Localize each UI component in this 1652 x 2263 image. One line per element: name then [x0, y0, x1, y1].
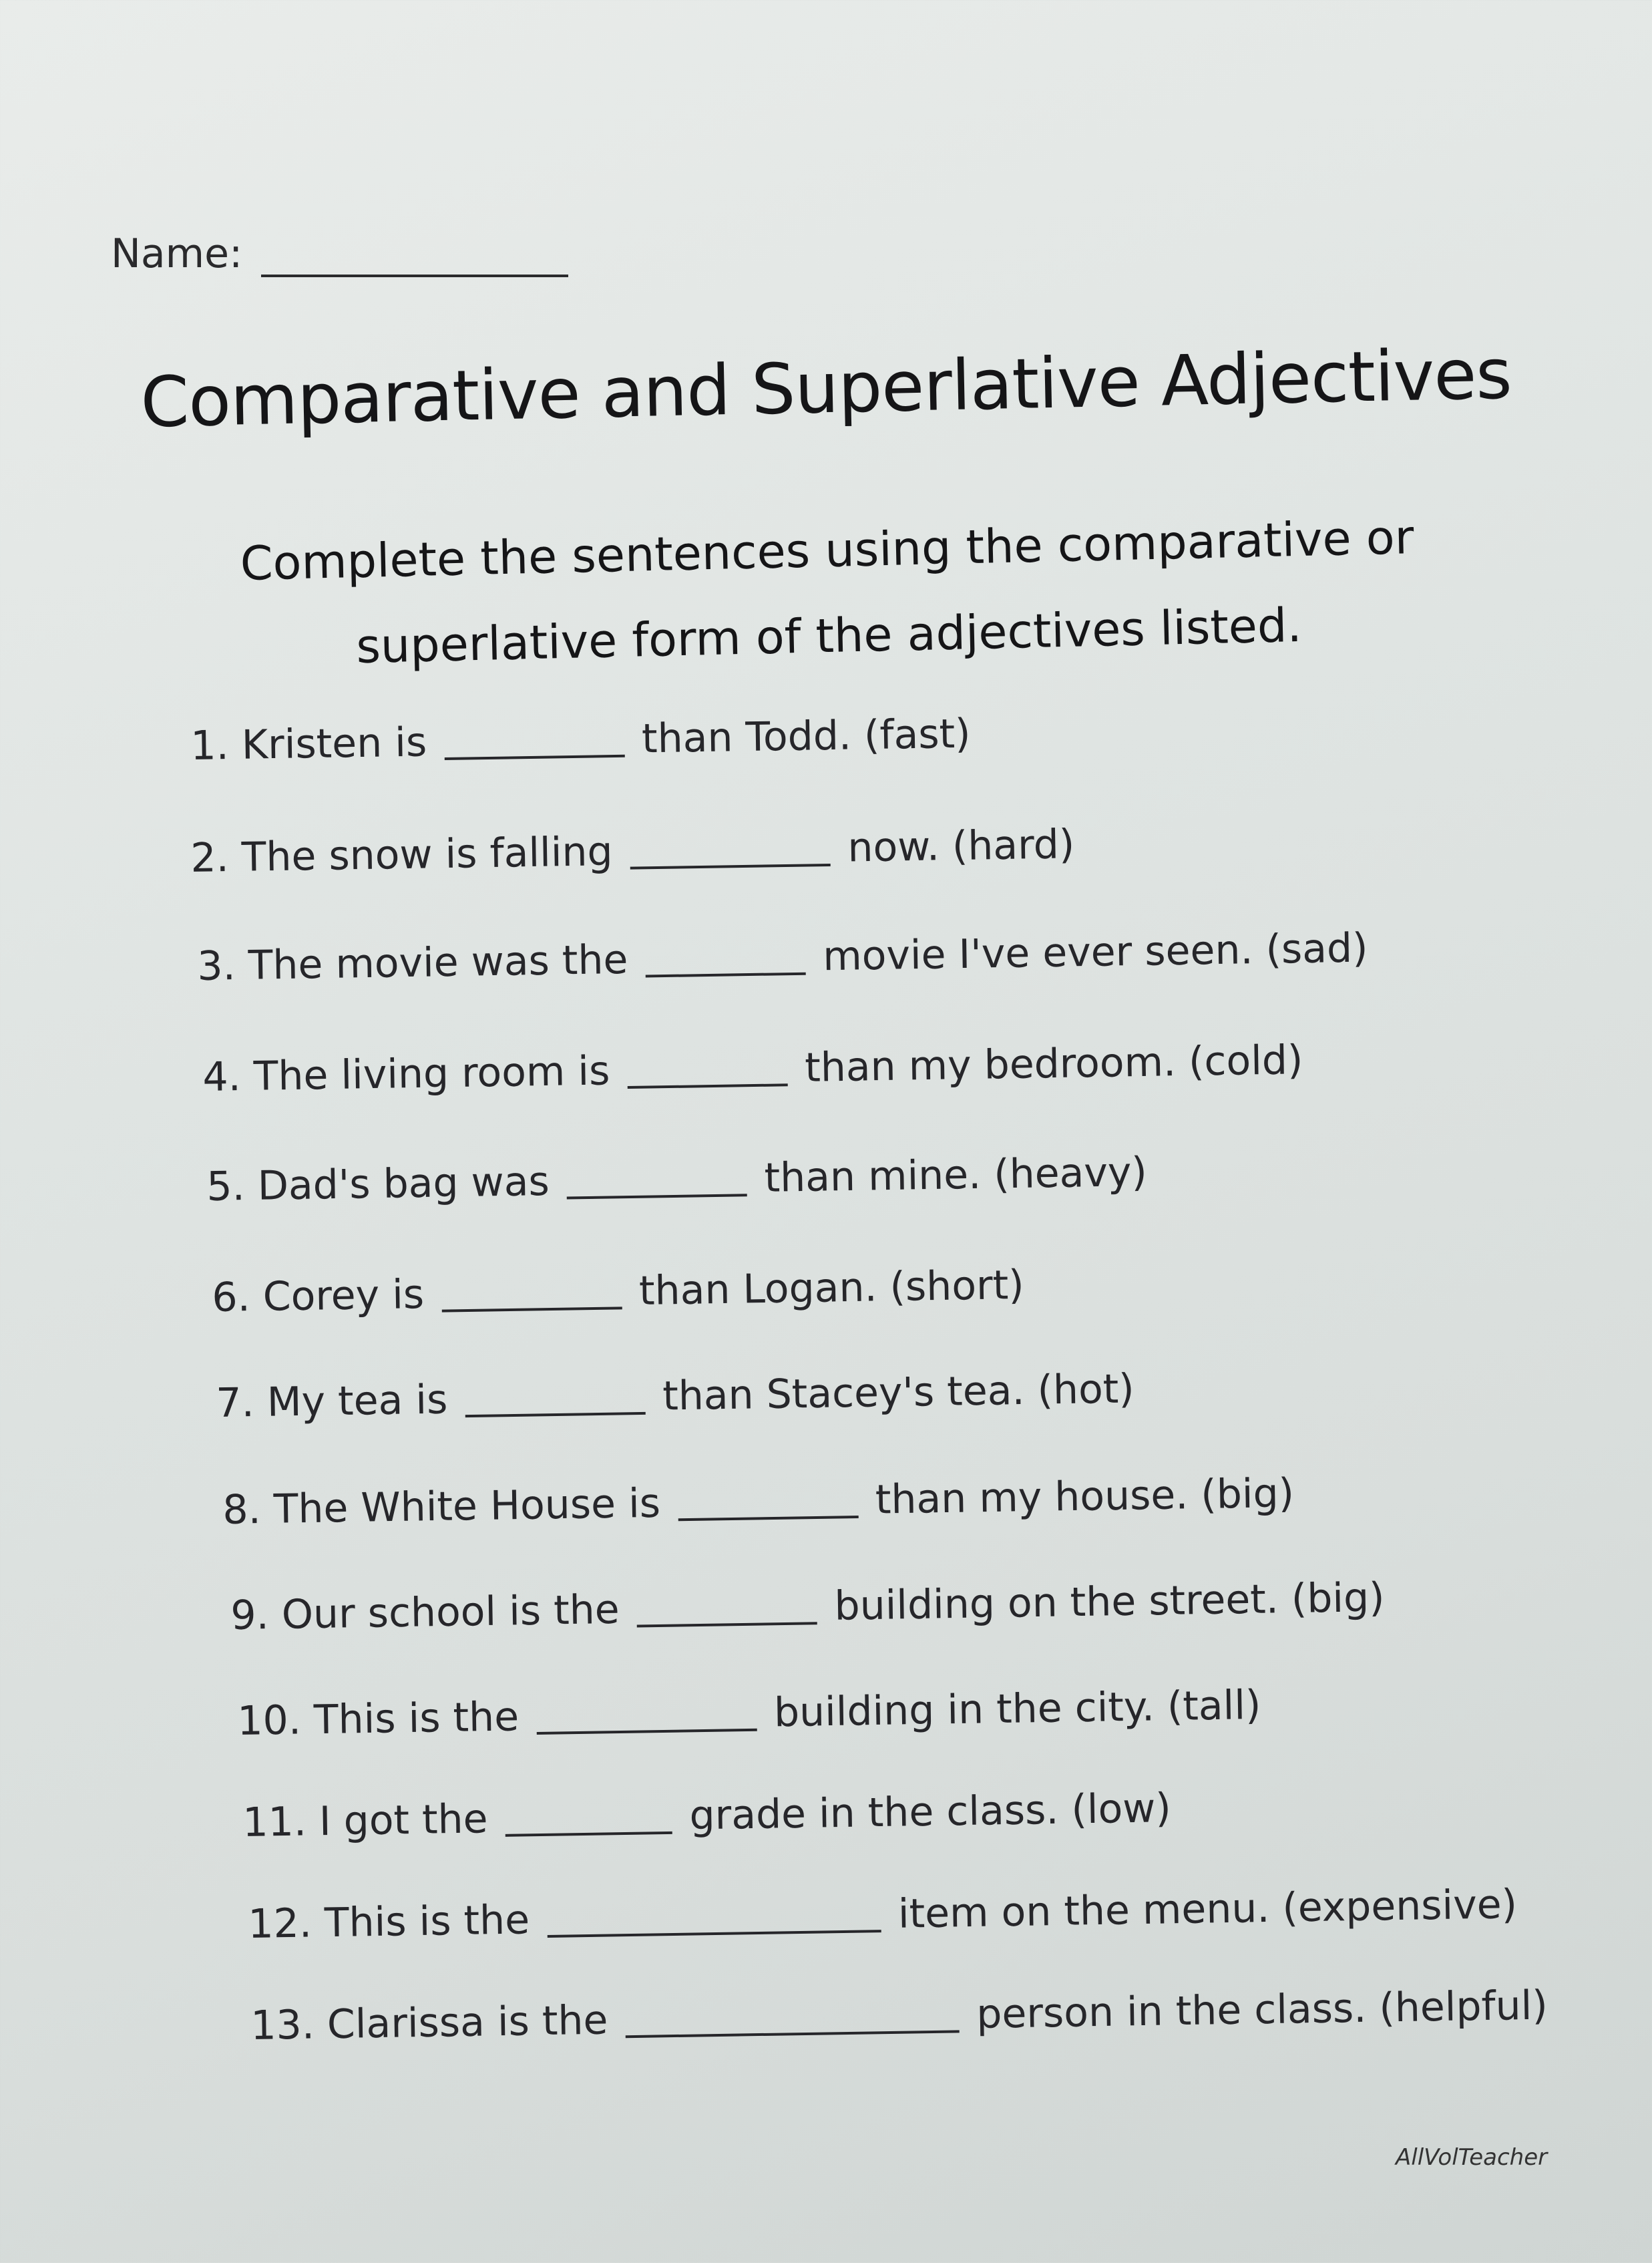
worksheet-title: Comparative and Superlative Adjectives [140, 333, 1512, 444]
question-text-after: item on the menu. (expensive) [897, 1881, 1518, 1938]
question-number: 13. [250, 2001, 315, 2049]
question-7 [216, 1365, 1134, 1427]
question-text-after: than my bedroom. (cold) [804, 1037, 1303, 1091]
question-number: 10. [236, 1697, 302, 1745]
question-number: 11. [242, 1798, 307, 1846]
question-13 [250, 1982, 1548, 2049]
question-text-before: Kristen is [241, 719, 427, 769]
question-number: 12. [247, 1900, 313, 1948]
question-text-before: My tea is [266, 1376, 448, 1426]
question-text-after: building on the street. (big) [834, 1574, 1386, 1630]
question-text-before: The White House is [273, 1479, 661, 1533]
question-text-after: than Stacey's tea. (hot) [662, 1365, 1135, 1420]
question-text-after: than my house. (big) [875, 1469, 1295, 1524]
question-text-after: than Logan. (short) [638, 1261, 1025, 1315]
answer-blank[interactable] [536, 1705, 757, 1735]
question-3 [197, 924, 1368, 990]
question-text-before: Dad's bag was [257, 1158, 550, 1210]
question-6 [212, 1262, 1024, 1321]
question-text-after: movie I've ever seen. (sad) [822, 924, 1369, 981]
question-11 [242, 1785, 1171, 1846]
answer-blank[interactable] [441, 1282, 622, 1312]
question-text-after: building in the city. (tall) [773, 1681, 1261, 1737]
question-9 [230, 1574, 1385, 1639]
question-12 [248, 1881, 1518, 1948]
question-2 [190, 821, 1075, 882]
answer-blank[interactable] [444, 731, 625, 760]
question-text-before: I got the [319, 1795, 489, 1846]
question-text-after: person in the class. (helpful) [976, 1982, 1548, 2038]
question-number: 7. [215, 1379, 255, 1427]
answer-blank[interactable] [645, 948, 806, 978]
answer-blank[interactable] [567, 1170, 748, 1199]
name-label: Name: [111, 230, 243, 277]
answer-blank[interactable] [630, 840, 831, 870]
question-text-after: than Todd. (fast) [641, 710, 972, 763]
question-1 [190, 711, 971, 769]
question-4 [202, 1037, 1303, 1101]
question-text-before: The living room is [253, 1047, 610, 1100]
question-number: 4. [202, 1053, 242, 1101]
question-10 [237, 1682, 1261, 1745]
credit-text: AllVolTeacher [1396, 2144, 1548, 2171]
answer-blank[interactable] [625, 2006, 960, 2038]
question-text-before: The snow is falling [241, 828, 614, 881]
question-text-before: The movie was the [248, 936, 628, 989]
question-number: 8. [222, 1486, 262, 1534]
question-text-after: grade in the class. (low) [688, 1785, 1172, 1840]
question-text-after: now. (hard) [847, 821, 1075, 872]
question-number: 6. [211, 1274, 251, 1321]
answer-blank[interactable] [636, 1598, 817, 1627]
instructions: Complete the sentences using the comparative or superlative form of the adjectives listed. [239, 510, 1415, 675]
question-8 [222, 1470, 1295, 1534]
question-number: 1. [190, 722, 230, 769]
question-5 [206, 1149, 1147, 1210]
question-text-before: Our school is the [281, 1586, 620, 1638]
question-text-before: Corey is [262, 1271, 425, 1321]
answer-blank[interactable] [505, 1807, 672, 1837]
question-text-before: This is the [324, 1896, 530, 1947]
question-text-before: Clarissa is the [327, 1996, 608, 2049]
question-text-after: than mine. (heavy) [764, 1148, 1148, 1202]
answer-blank[interactable] [547, 1906, 881, 1938]
question-number: 5. [206, 1163, 246, 1210]
answer-blank[interactable] [627, 1059, 788, 1089]
answer-blank[interactable] [465, 1388, 646, 1417]
question-number: 3. [196, 942, 236, 990]
answer-blank[interactable] [678, 1492, 859, 1521]
question-text-before: This is the [313, 1693, 520, 1744]
question-number: 9. [230, 1592, 270, 1639]
question-number: 2. [190, 834, 230, 882]
